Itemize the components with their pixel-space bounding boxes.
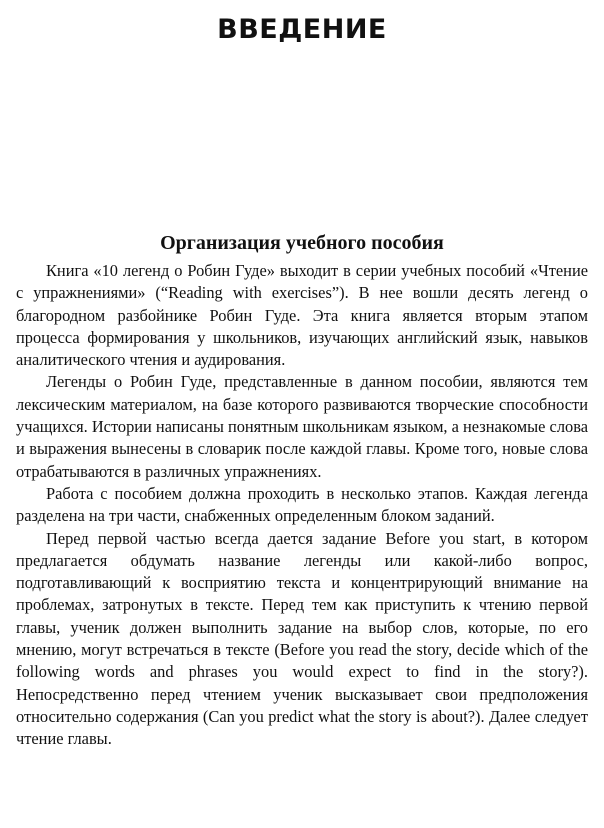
chapter-title: ВВЕДЕНИЕ: [217, 14, 387, 45]
paragraph: Книга «10 легенд о Робин Гуде» выходит в серии учебных пособий «Чтение с упражнениями» (“Reading with exercises”). В нее вошли десять легенд о благородном разбойнике Робин Гуде. Эта книга является вторым этапом процесса формирования у школьников, изучающих английский язык, навыков аналитического чтения и аудирования.: [16, 261, 588, 370]
paragraph: Работа с пособием должна проходить в несколько этапов. Каждая легенда разделена на три части, снабженных определенным блоком заданий.: [16, 483, 588, 526]
paragraph: Легенды о Робин Гуде, представленные в данном пособии, являются тем лексическим материалом, на базе которого развиваются творческие способности учащихся. Истории написаны понятным школьникам языком, а незнакомые слова и выражения вынесены в словарик после каждой главы. Кроме того, новые слова отрабатываются в различных упражнениях.: [16, 372, 588, 481]
paragraph: Перед первой частью всегда дается задание Before you start, в котором предлагается обдумать название легенды или какой-либо вопрос, подготавливающий к восприятию текста и концентрирующий внимание на проблемах, затронутых в тексте. Перед тем как приступить к чтению первой главы, ученик должен выполнить задание на выбор слов, которые, по его мнению, могут встречаться в тексте (Before you read the story, decide which of the following words and phrases you would expect to find in the story?). Непосредственно перед чтением ученик высказывает свои предположения относительно содержания (Can you predict what the story is about?). Далее следует чтение главы.: [16, 528, 588, 749]
section-heading: Организация учебного пособия: [160, 232, 444, 254]
body-text: [16, 260, 588, 751]
